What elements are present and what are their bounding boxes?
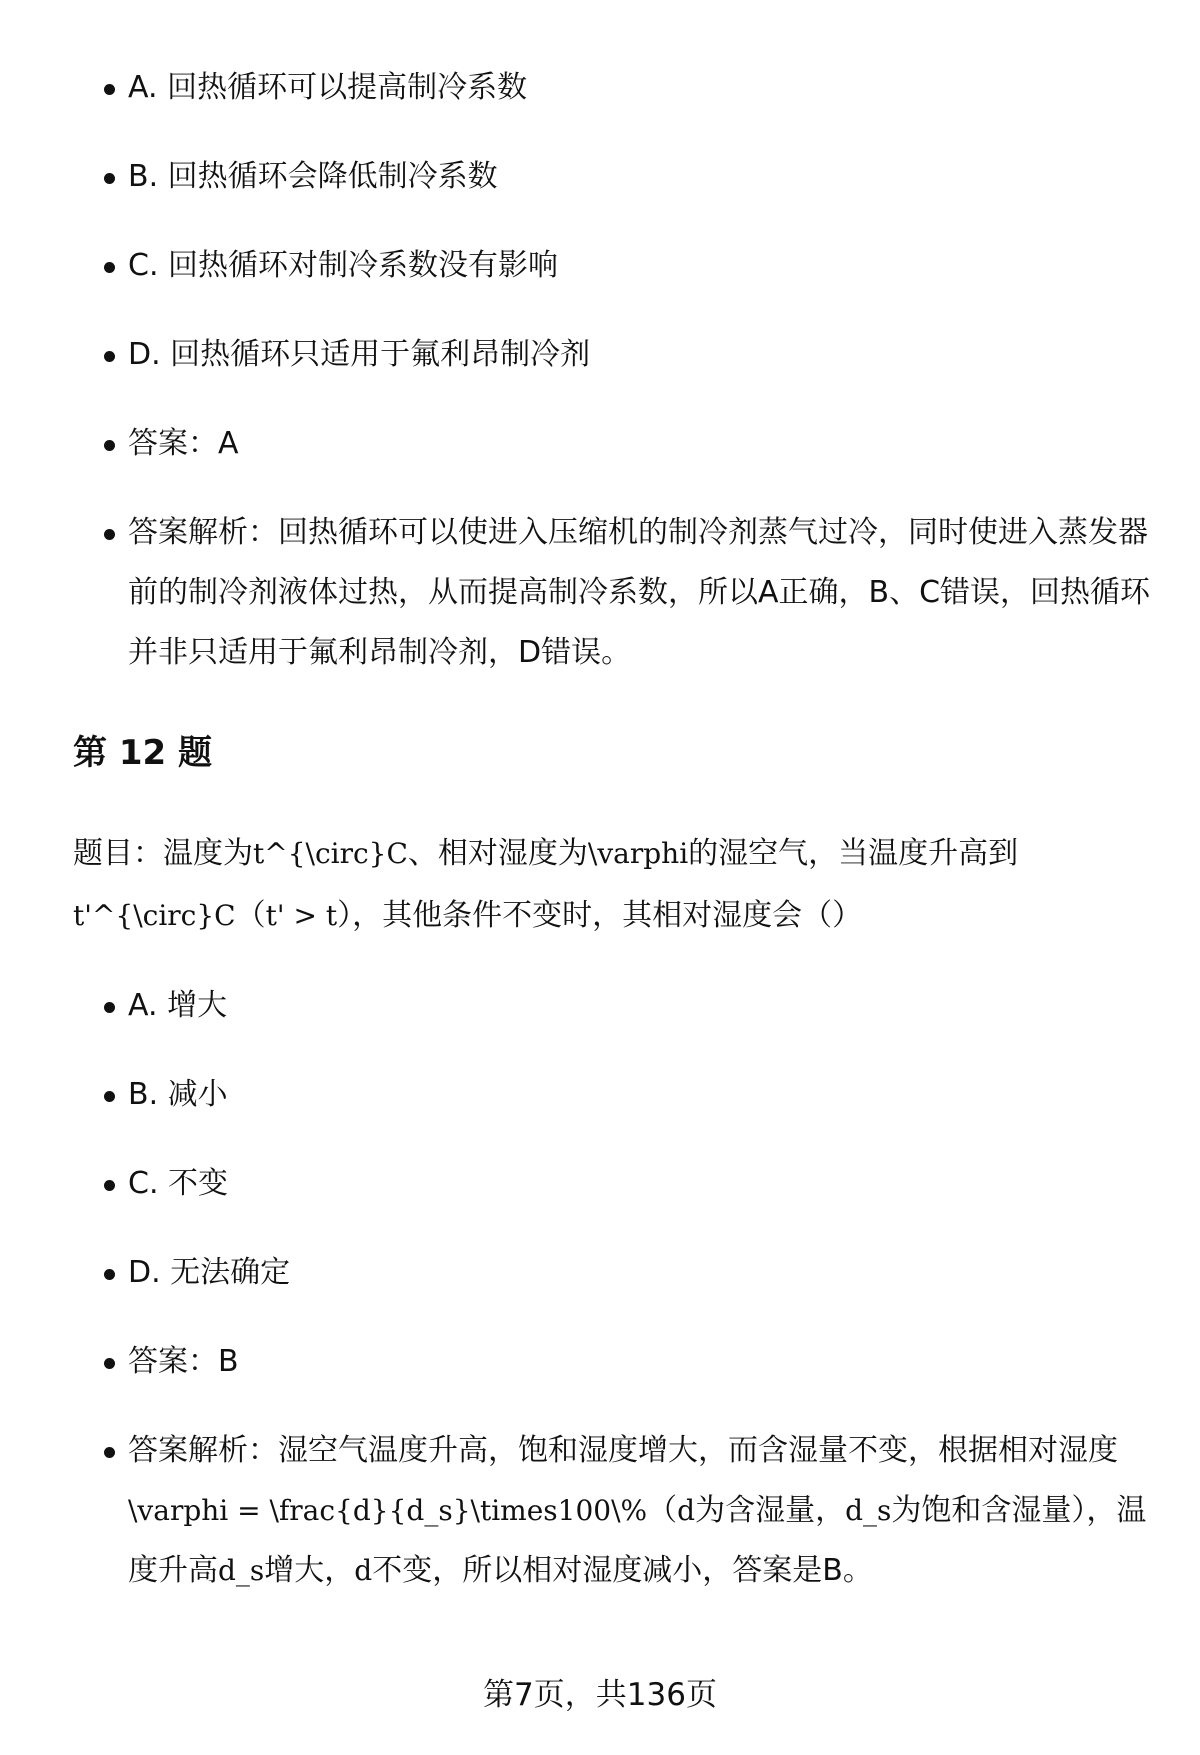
stem-text: 、相对湿度为 [407,836,588,871]
answer-line [128,414,1158,474]
bullet-icon [104,1180,115,1191]
bullet-icon [104,440,115,451]
question-12-list [128,976,1158,1601]
previous-question-list [128,58,1158,683]
explanation-text: （ [647,1493,678,1528]
option-text: A. 回热循环可以提高制冷系数 [128,70,528,105]
bullet-icon [104,1002,115,1013]
option-c [128,1154,1158,1214]
bullet-icon [104,351,115,362]
option-text: B. 回热循环会降低制冷系数 [128,159,498,194]
question-stem [73,823,1153,947]
explanation-math: d [677,1494,696,1527]
option-text: C. 不变 [128,1166,229,1201]
explanation-text: 不变，所以相对湿度减小，答案是B。 [372,1553,873,1588]
explanation-text: 为饱和含湿量），温度升高 [128,1493,1147,1588]
bullet-icon [104,173,115,184]
explanation-text: 答案解析：湿空气温度升高，饱和湿度增大，而含湿量不变，根据相对湿度 [128,1433,1118,1468]
explanation-math: d [354,1554,373,1587]
option-d [128,325,1158,385]
explanation-text: 答案解析：回热循环可以使进入压缩机的制冷剂蒸气过冷，同时使进入蒸发器前的制冷剂液体过热，从而提高制冷系数，所以A正确，B、C错误，回热循环并非只适用于氟利昂制冷剂，D错误。 [128,515,1151,670]
answer-line [128,1332,1158,1392]
option-b [128,1065,1158,1125]
bullet-icon [104,529,115,540]
bullet-icon [104,1358,115,1369]
explanation-text: 增大， [264,1553,355,1588]
stem-math: \varphi [587,837,689,870]
bullet-icon [104,262,115,273]
option-text: C. 回热循环对制冷系数没有影响 [128,248,559,283]
answer-text: 答案：B [128,1344,239,1379]
bullet-icon [104,1091,115,1102]
bullet-icon [104,84,115,95]
option-text: A. 增大 [128,988,228,1023]
page-number: 第7页，共136页 [483,1677,717,1713]
explanation-math: d_s [845,1494,892,1527]
explanation-line [128,1421,1158,1601]
option-text: D. 无法确定 [128,1255,291,1290]
explanation-text: 为含湿量， [695,1493,846,1528]
stem-text: 的湿空气，当温度升高到 [688,836,1019,871]
stem-math: t' > t [265,899,338,932]
explanation-line [128,503,1158,683]
question-heading: 第 12 题 [73,733,212,773]
stem-text: （ [235,898,266,933]
answer-text: 答案：A [128,426,239,461]
option-text: B. 减小 [128,1077,228,1112]
option-c [128,236,1158,296]
bullet-icon [104,1269,115,1280]
option-a [128,58,1158,118]
stem-math: t^{\circ}C [253,837,408,870]
stem-text: 题目：温度为 [73,836,253,871]
option-b [128,147,1158,207]
bullet-icon [104,1447,115,1458]
option-text: D. 回热循环只适用于氟利昂制冷剂 [128,337,591,372]
stem-text: ），其他条件不变时，其相对湿度会（） [337,898,863,933]
stem-math: t'^{\circ}C [73,899,236,932]
explanation-math: \varphi = \frac{d}{d_s}\times100\% [128,1494,648,1527]
explanation-math: d_s [218,1554,265,1587]
option-d [128,1243,1158,1303]
option-a [128,976,1158,1036]
